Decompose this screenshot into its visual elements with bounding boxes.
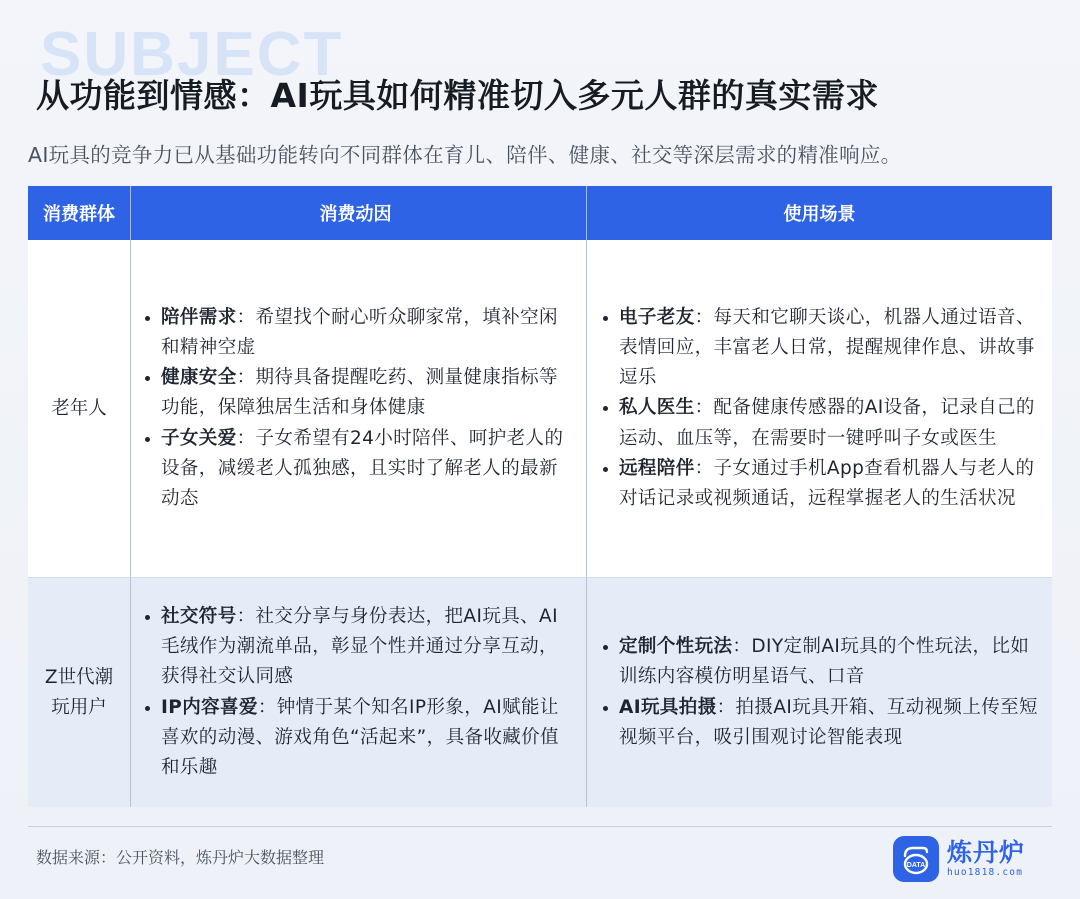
table-row-genz	[28, 577, 1052, 807]
item-text: 钟情于某个知名IP形象，AI赋能让喜欢的动漫、游戏角色“活起来”，具备收藏价值和乐趣	[161, 696, 559, 778]
group-label-line1: Z世代潮	[44, 666, 114, 688]
item-text: 拍摄AI玩具开箱、互动视频上传至短视频平台，吸引围观讨论智能表现	[619, 696, 1038, 748]
watermark-subject: SUBJECT	[40, 20, 344, 89]
list-item: 私人医生：配备健康传感器的AI设备，记录自己的运动、血压等，在需要时一键呼叫子女或医生	[595, 393, 1042, 453]
item-term: 远程陪伴	[619, 457, 695, 479]
scenes-cell	[586, 578, 1052, 807]
list-item: 远程陪伴：子女通过手机App查看机器人与老人的对话记录或视频通话，远程掌握老人的生活状况	[595, 454, 1042, 514]
item-text: 配备健康传感器的AI设备，记录自己的运动、血压等，在需要时一键呼叫子女或医生	[619, 397, 1035, 449]
header-motives: 消费动因	[130, 186, 586, 240]
item-term: 陪伴需求	[161, 306, 237, 328]
brand-logo	[893, 835, 1053, 883]
furnace-logo-icon	[893, 836, 939, 882]
group-label: 老年人	[51, 397, 107, 419]
logo-url: huo1818.com	[947, 867, 1024, 878]
demand-table	[28, 186, 1052, 807]
page-subtitle: AI玩具的竞争力已从基础功能转向不同群体在育儿、陪伴、健康、社交等深层需求的精准响应。	[28, 143, 902, 167]
item-term: 私人医生	[619, 397, 695, 419]
group-cell	[28, 240, 130, 577]
page-title: 从功能到情感：AI玩具如何精准切入多元人群的真实需求	[36, 76, 879, 115]
motives-list	[137, 602, 576, 783]
header-group: 消费群体	[43, 204, 115, 225]
motives-cell	[130, 240, 586, 577]
item-term: AI玩具拍摄	[619, 696, 717, 718]
logo-text	[947, 839, 1025, 879]
item-text: 期待具备提醒吃药、测量健康指标等功能，保障独居生活和身体健康	[161, 367, 558, 419]
item-text: 每天和它聊天谈心，机器人通过语音、表情回应，丰富老人日常，提醒规律作息、讲故事逗乐	[619, 306, 1035, 389]
list-item: 陪伴需求：希望找个耐心听众聊家常，填补空闲和精神空虚	[137, 303, 576, 363]
group-label	[45, 663, 113, 723]
table-header	[28, 186, 1052, 240]
item-text: 希望找个耐心听众聊家常，填补空闲和精神空虚	[161, 306, 558, 358]
list-item: AI玩具拍摄：拍摄AI玩具开箱、互动视频上传至短视频平台，吸引围观讨论智能表现	[595, 693, 1042, 753]
header-scenes: 使用场景	[586, 186, 1052, 240]
table-row-elderly	[28, 240, 1052, 577]
item-text: 子女希望有24小时陪伴、呵护老人的设备，减缓老人孤独感，且实时了解老人的最新动态	[161, 427, 564, 509]
item-term: 子女关爱	[161, 427, 237, 449]
scenes-list	[595, 303, 1042, 514]
item-text: 社交分享与身份表达，把AI玩具、AI毛绒作为潮流单品，彰显个性并通过分享互动，获得社交认同感	[161, 605, 558, 688]
item-term: 定制个性玩法	[619, 636, 733, 658]
item-text: DIY定制AI玩具的个性玩法，比如训练内容模仿明星语气、口音	[619, 636, 1030, 688]
list-item: 电子老友：每天和它聊天谈心，机器人通过语音、表情回应，丰富老人日常，提醒规律作息、讲故事逗乐	[595, 303, 1042, 394]
furnace-logo-glyph	[899, 842, 933, 876]
motives-list	[137, 303, 576, 514]
item-text: 子女通过手机App查看机器人与老人的对话记录或视频通话，远程掌握老人的生活状况	[619, 457, 1035, 509]
item-term: 健康安全	[161, 367, 237, 389]
motives-cell	[130, 578, 586, 807]
list-item: 定制个性玩法：DIY定制AI玩具的个性玩法，比如训练内容模仿明星语气、口音	[595, 632, 1042, 692]
item-term: 电子老友	[619, 306, 695, 328]
group-label-line2: 玩用户	[51, 696, 107, 718]
logo-name: 炼丹炉	[947, 838, 1026, 867]
list-item: 子女关爱：子女希望有24小时陪伴、呵护老人的设备，减缓老人孤独感，且实时了解老人的最新动态	[137, 424, 576, 515]
item-term: IP内容喜爱	[161, 696, 258, 718]
scenes-list	[595, 632, 1042, 753]
data-source: 数据来源：公开资料，炼丹炉大数据整理	[36, 848, 325, 867]
list-item: 社交符号：社交分享与身份表达，把AI玩具、AI毛绒作为潮流单品，彰显个性并通过分享互动，获得社交认同感	[137, 602, 576, 693]
list-item: IP内容喜爱：钟情于某个知名IP形象，AI赋能让喜欢的动漫、游戏角色“活起来”，具备收藏价值和乐趣	[137, 693, 576, 784]
logo-badge-text: DATA	[906, 862, 926, 869]
list-item: 健康安全：期待具备提醒吃药、测量健康指标等功能，保障独居生活和身体健康	[137, 363, 576, 423]
scenes-cell	[586, 240, 1052, 577]
footer-divider	[28, 826, 1052, 827]
item-term: 社交符号	[161, 605, 237, 627]
group-cell	[28, 578, 130, 807]
